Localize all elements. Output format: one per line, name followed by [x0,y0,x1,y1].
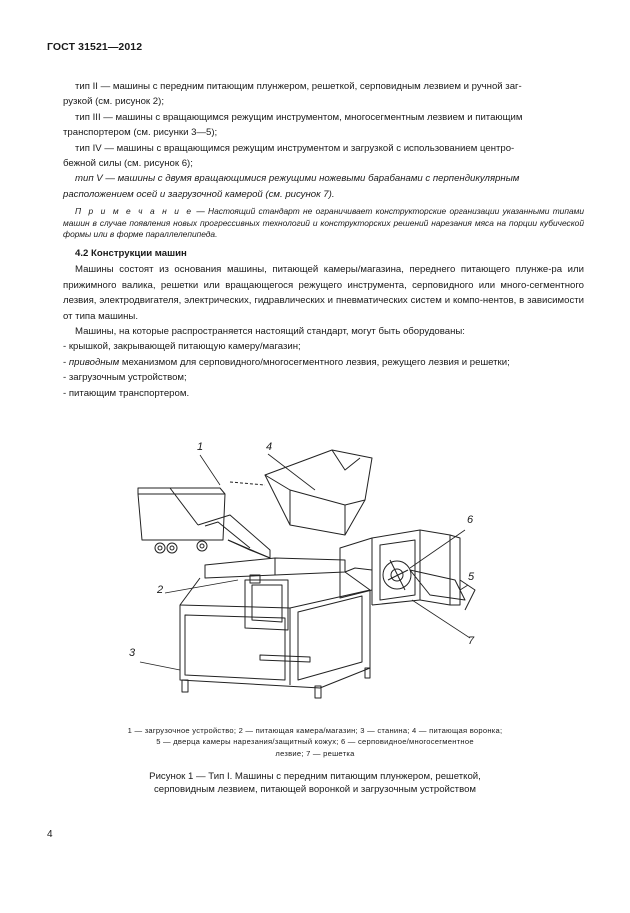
machine-base [180,568,372,698]
type-item-3: тип III — машины с вращающимся режущим инструментом, многосегментным лезвием и питающим транспортером (см. рисунки 3—5); [63,111,523,139]
equipment-list-item-3: - загрузочным устройством; [63,372,187,384]
callout-3: 3 [129,647,136,659]
type-item-2: тип II — машины с передним питающим плунжером, решеткой, серповидным лезвием и ручной заг- рузкой (см. рисунок 2); [63,81,522,108]
feed-hopper [230,450,372,535]
machine-drawing [110,430,520,715]
callout-6: 6 [467,514,474,526]
loading-cart [138,488,270,558]
figure-caption: Рисунок 1 — Тип I. Машины с передним питающим плунжером, решеткой, серповидным лезвием, питающей воронкой и загрузочным устройством [149,771,481,796]
page-number: 4 [47,829,53,840]
type-item-5: тип V — машины с двумя вращающимися режущими ножевыми барабанами с перпендикулярным расположением осей и загрузочной камерой (см. рисунок 7). [63,173,520,200]
cutting-chamber [340,530,475,610]
section-paragraph-2: Машины, на которые распространяется настоящий стандарт, могут быть оборудованы: [75,326,465,338]
note [63,206,584,241]
note-label: П р и м е ч а н и е [75,206,194,217]
callout-4: 4 [266,441,273,453]
equipment-list-item-1: - крышкой, закрывающей питающую камеру/магазин; [63,341,301,353]
section-paragraph-1: Машины состоят из основания машины, питающей камеры/магазина, переднего питающего плунже-ра или прижимного валика, решетки или вращающегося режущего инструмента, серповидного или много-сегментного лезвия, электродвигателя, электрических, гидравлических и пневматических систем и компо-нентов, в зависимости от типа машины. [63,264,584,322]
document-body [63,79,584,401]
callout-5: 5 [468,571,475,583]
type-list [63,79,584,202]
note-text: — Настоящий стандарт не ограничивает конструкторские организации указанными типами машин в случае появления новых прогрессивных технологий и конструкторских решений нарезания мяса на порции кубической формы или в форме параллелепипеда. [63,206,584,240]
callout-2: 2 [157,584,164,596]
equipment-list-item-4: - питающим транспортером. [63,387,190,399]
callout-7: 7 [468,635,475,647]
document-header: ГОСТ 31521—2012 [47,41,143,53]
section-title: 4.2 Конструкции машин [75,248,187,260]
figure-legend: 1 — загрузочное устройство; 2 — питающая камера/магазин; 3 — станина; 4 — питающая воронка; 5 — дверца камеры нарезания/защитный кожух; 6 — серповидное/многосегментное лезвие; 7 — решетка [127,726,503,758]
callout-1: 1 [197,441,204,453]
type-item-4: тип IV — машины с вращающимся режущим инструментом и загрузкой с использованием центро- бежной силы (см. рисунок 6); [63,142,515,170]
feed-chamber [205,558,345,583]
equipment-list-item-2: - приводным механизмом для серповидного/многосегментного лезвия, режущего лезвия и решетки; [63,356,510,368]
